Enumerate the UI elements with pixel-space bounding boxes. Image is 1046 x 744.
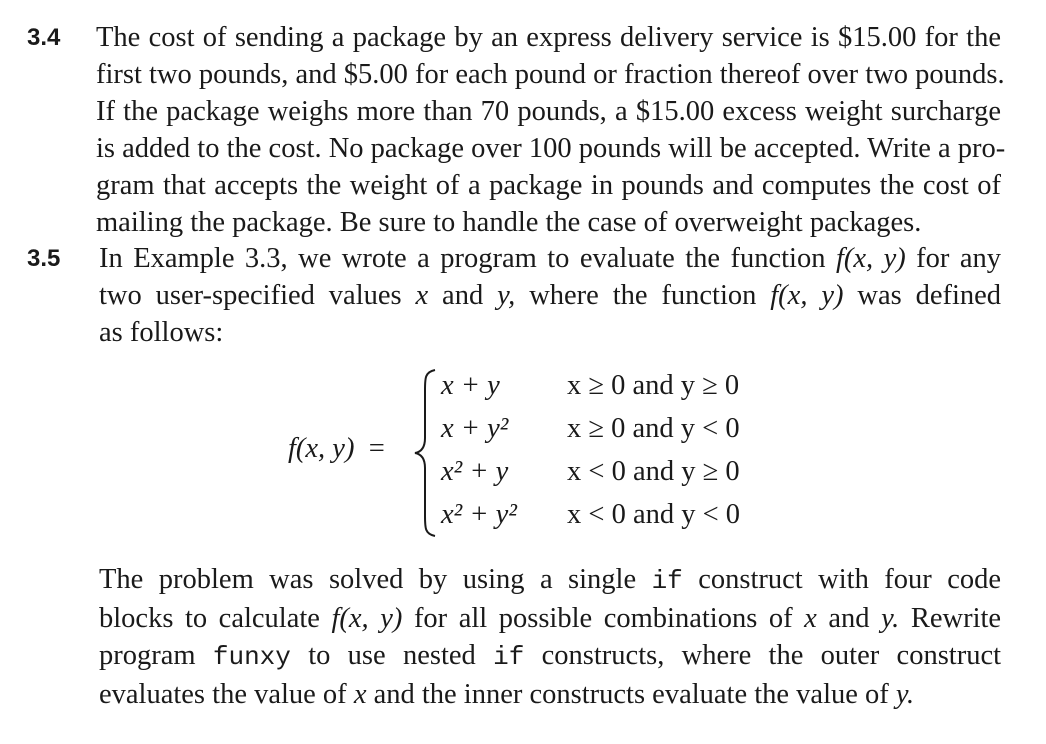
text-line: [99, 600, 1001, 637]
text-segment: program: [99, 640, 196, 671]
text-line: [99, 676, 1001, 713]
text-segment: and: [442, 280, 484, 311]
text-segment: for all possible combinations of: [413, 603, 793, 634]
text-segment: constructs, where the outer construct: [541, 640, 1002, 671]
variable-y: y,: [497, 280, 516, 311]
case-condition: x ≥ 0 and y ≥ 0: [567, 370, 740, 401]
text-line: mailing the package. Be sure to handle the case of overweight packages.: [96, 207, 922, 238]
text-line: The cost of sending a package by an express delivery service is $15.00 for the: [96, 22, 1001, 53]
equation-lhs: [288, 433, 385, 465]
variable-x: x: [353, 679, 367, 710]
text-line: [99, 277, 1001, 314]
text-line: gram that accepts the weight of a package in pounds and computes the cost of: [96, 170, 1001, 201]
case-expression: x + y²: [441, 413, 509, 444]
variable-x: x: [415, 280, 429, 311]
problem-text: [99, 240, 1001, 351]
problem-text: [99, 561, 1001, 713]
case-expression: x + y: [441, 370, 500, 401]
text-line: [99, 637, 1001, 676]
text-line: first two pounds, and $5.00 for each pound or fraction thereof over two pounds.: [96, 59, 1005, 90]
case-condition: x < 0 and y < 0: [567, 499, 741, 530]
case-condition: x ≥ 0 and y < 0: [567, 413, 740, 444]
text-segment: construct with four code: [698, 564, 1002, 595]
code-keyword: if: [651, 566, 683, 596]
function-symbol: f(x, y): [331, 603, 403, 634]
text-segment: for any: [916, 243, 1002, 274]
text-line: is added to the cost. No package over 100 pounds will be accepted. Write a pro-: [96, 133, 1006, 164]
text-segment: The problem was solved by using a single: [99, 564, 637, 595]
text-line: [99, 561, 1001, 600]
variable-y: y.: [895, 679, 915, 710]
text-segment: was defined: [857, 280, 1002, 311]
problem-number: 3.4: [27, 24, 61, 51]
code-identifier: funxy: [212, 642, 291, 672]
case-condition: x < 0 and y ≥ 0: [567, 456, 740, 487]
text-segment: In Example 3.3, we wrote a program to evaluate the function: [99, 243, 826, 274]
variable-x: x: [804, 603, 817, 634]
text-segment: Rewrite: [910, 603, 1002, 634]
text-line: If the package weighs more than 70 pounds, a $15.00 excess weight surcharge: [96, 96, 1001, 127]
text-segment: two user-specified values: [99, 280, 402, 311]
piecewise-equation: [0, 365, 1046, 541]
text-segment: where the function: [529, 280, 757, 311]
variable-y: y.: [881, 603, 900, 634]
text-line: [99, 240, 1001, 277]
text-segment: to use nested: [308, 640, 476, 671]
case-expression: x² + y²: [441, 499, 517, 530]
code-keyword: if: [493, 642, 525, 672]
text-segment: and the inner constructs evaluate the value of: [373, 679, 889, 710]
cropped-next-line: [99, 736, 719, 744]
text-segment: blocks to calculate: [99, 603, 320, 634]
equals-sign: =: [368, 433, 385, 464]
function-symbol: f(x, y): [835, 243, 906, 274]
left-brace-icon: [413, 368, 437, 538]
problem-number: 3.5: [27, 245, 61, 272]
problem-text: [96, 19, 1006, 241]
text-segment: evaluates the value of: [99, 679, 347, 710]
text-line: as follows:: [99, 317, 224, 348]
function-symbol: f(x, y): [770, 280, 844, 311]
text-segment: and: [828, 603, 870, 634]
case-expression: x² + y: [441, 456, 509, 487]
function-symbol: f(x, y): [288, 433, 355, 464]
